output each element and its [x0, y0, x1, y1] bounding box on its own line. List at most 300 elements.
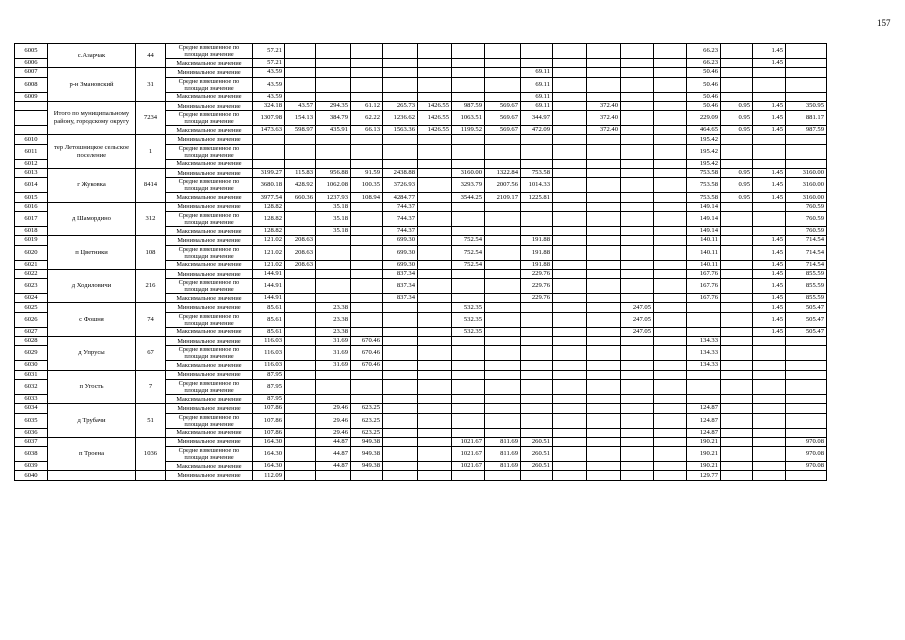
value-cell: [721, 471, 753, 480]
value-cell: [721, 77, 753, 92]
value-cell: [587, 337, 621, 346]
value-cell: [418, 144, 452, 159]
value-cell: [285, 211, 316, 226]
value-cell: [621, 294, 654, 303]
value-cell: 464.65: [687, 126, 721, 135]
value-cell: 1.45: [753, 260, 786, 269]
value-cell: 2109.17: [485, 193, 521, 202]
value-cell: 949.38: [351, 462, 383, 471]
value-cell: [485, 77, 521, 92]
value-cell: [521, 428, 553, 437]
value-cell: [418, 404, 452, 413]
value-cell: [721, 144, 753, 159]
value-cell: [553, 135, 587, 144]
value-cell: 149.14: [687, 202, 721, 211]
value-cell: 124.87: [687, 428, 721, 437]
population: 1: [136, 135, 166, 169]
value-cell: 1.45: [753, 126, 786, 135]
value-cell: [351, 77, 383, 92]
value-cell: [786, 394, 827, 403]
value-cell: 144.91: [253, 294, 285, 303]
value-cell: [721, 260, 753, 269]
value-cell: [621, 159, 654, 168]
value-cell: [721, 413, 753, 428]
value-cell: [587, 236, 621, 245]
value-cell: 247.05: [621, 327, 654, 336]
value-cell: 384.79: [316, 111, 351, 126]
place-name: р-н Змановский: [48, 68, 136, 102]
value-cell: [587, 59, 621, 68]
value-cell: [553, 126, 587, 135]
value-cell: [553, 68, 587, 77]
value-cell: 1426.55: [418, 126, 452, 135]
value-cell: [521, 413, 553, 428]
value-cell: [521, 370, 553, 379]
value-cell: [587, 379, 621, 394]
value-cell: 505.47: [786, 327, 827, 336]
value-cell: 598.97: [285, 126, 316, 135]
value-type: Максимальное значение: [166, 327, 253, 336]
value-cell: 121.02: [253, 236, 285, 245]
value-cell: 31.69: [316, 337, 351, 346]
value-cell: 1225.81: [521, 193, 553, 202]
value-type: Минимальное значение: [166, 370, 253, 379]
value-cell: [621, 44, 654, 59]
value-cell: 0.95: [721, 169, 753, 178]
value-cell: [285, 294, 316, 303]
value-cell: 195.42: [687, 135, 721, 144]
value-cell: [753, 447, 786, 462]
row-id: 6033: [15, 394, 48, 403]
value-cell: 970.08: [786, 447, 827, 462]
row-id: 6005: [15, 44, 48, 59]
value-cell: [553, 245, 587, 260]
value-cell: 140.11: [687, 260, 721, 269]
row-id: 6038: [15, 447, 48, 462]
row-id: 6008: [15, 77, 48, 92]
value-cell: 532.35: [452, 303, 485, 312]
value-cell: [621, 279, 654, 294]
value-cell: 50.46: [687, 68, 721, 77]
value-cell: [687, 394, 721, 403]
value-cell: 69.11: [521, 77, 553, 92]
value-cell: 987.59: [786, 126, 827, 135]
value-cell: [654, 379, 687, 394]
value-cell: [786, 135, 827, 144]
value-cell: 208.63: [285, 236, 316, 245]
value-cell: [654, 394, 687, 403]
value-cell: [485, 379, 521, 394]
value-cell: 744.37: [383, 211, 418, 226]
value-cell: [587, 169, 621, 178]
value-cell: [587, 327, 621, 336]
row-id: 6031: [15, 370, 48, 379]
value-cell: [316, 279, 351, 294]
value-cell: [383, 303, 418, 312]
value-cell: [521, 59, 553, 68]
value-cell: [383, 59, 418, 68]
value-cell: 623.25: [351, 404, 383, 413]
value-cell: [285, 462, 316, 471]
value-cell: [418, 269, 452, 278]
value-cell: 670.46: [351, 361, 383, 370]
value-cell: [587, 68, 621, 77]
value-cell: [285, 471, 316, 480]
value-cell: [587, 428, 621, 437]
value-cell: [587, 370, 621, 379]
value-cell: [485, 279, 521, 294]
value-cell: [786, 337, 827, 346]
value-cell: [418, 379, 452, 394]
value-cell: [786, 159, 827, 168]
row-id: 6014: [15, 178, 48, 193]
value-cell: [553, 59, 587, 68]
row-id: 6029: [15, 346, 48, 361]
value-cell: [351, 269, 383, 278]
value-cell: [621, 77, 654, 92]
value-cell: [721, 68, 753, 77]
value-type: Минимальное значение: [166, 303, 253, 312]
value-cell: [654, 44, 687, 59]
value-cell: 260.51: [521, 437, 553, 446]
value-cell: [587, 404, 621, 413]
value-cell: [316, 370, 351, 379]
value-cell: [553, 211, 587, 226]
value-cell: [753, 379, 786, 394]
value-cell: [418, 337, 452, 346]
row-id: 6024: [15, 294, 48, 303]
place-name: [48, 471, 136, 480]
value-cell: [383, 327, 418, 336]
value-cell: [587, 245, 621, 260]
value-cell: [351, 394, 383, 403]
value-cell: [654, 126, 687, 135]
value-cell: 134.33: [687, 337, 721, 346]
value-cell: [587, 437, 621, 446]
value-cell: [753, 135, 786, 144]
value-cell: [485, 346, 521, 361]
value-cell: [721, 59, 753, 68]
value-cell: [721, 404, 753, 413]
value-type: Максимальное значение: [166, 226, 253, 235]
value-cell: [285, 269, 316, 278]
value-cell: [587, 312, 621, 327]
value-cell: 3293.79: [452, 178, 485, 193]
value-cell: [285, 404, 316, 413]
value-type: Максимальное значение: [166, 126, 253, 135]
value-cell: 532.35: [452, 312, 485, 327]
value-type: Средне взвешенное по площади значение: [166, 245, 253, 260]
value-cell: 167.76: [687, 279, 721, 294]
row-id: 6036: [15, 428, 48, 437]
value-cell: [721, 279, 753, 294]
value-cell: [485, 92, 521, 101]
value-cell: 949.38: [351, 437, 383, 446]
value-cell: [383, 92, 418, 101]
value-cell: [553, 193, 587, 202]
value-cell: [521, 379, 553, 394]
row-id: 6025: [15, 303, 48, 312]
value-cell: [621, 413, 654, 428]
value-cell: [786, 68, 827, 77]
value-cell: [351, 211, 383, 226]
value-cell: [383, 370, 418, 379]
value-cell: [316, 44, 351, 59]
value-cell: [418, 159, 452, 168]
population: 8414: [136, 169, 166, 203]
value-cell: [452, 413, 485, 428]
value-type: Максимальное значение: [166, 462, 253, 471]
value-cell: 124.87: [687, 413, 721, 428]
value-cell: 811.69: [485, 462, 521, 471]
value-cell: 128.82: [253, 202, 285, 211]
value-cell: [418, 294, 452, 303]
value-cell: [587, 361, 621, 370]
value-cell: [654, 193, 687, 202]
value-cell: 69.11: [521, 92, 553, 101]
row-id: 6020: [15, 245, 48, 260]
value-cell: [753, 413, 786, 428]
value-type: Максимальное значение: [166, 428, 253, 437]
row-id: 6027: [15, 327, 48, 336]
value-cell: [621, 111, 654, 126]
value-cell: [654, 346, 687, 361]
value-type: Минимальное значение: [166, 135, 253, 144]
value-cell: [553, 361, 587, 370]
value-cell: [721, 428, 753, 437]
value-cell: 164.30: [253, 462, 285, 471]
value-cell: [654, 413, 687, 428]
value-cell: 265.73: [383, 101, 418, 110]
population: 108: [136, 236, 166, 270]
value-cell: [351, 59, 383, 68]
value-cell: [383, 437, 418, 446]
value-cell: [521, 337, 553, 346]
value-cell: 87.95: [253, 379, 285, 394]
value-cell: 1021.67: [452, 437, 485, 446]
value-cell: [621, 202, 654, 211]
value-cell: 260.51: [521, 462, 553, 471]
value-cell: [587, 279, 621, 294]
value-cell: [485, 361, 521, 370]
value-cell: [553, 202, 587, 211]
value-cell: [485, 327, 521, 336]
value-cell: [285, 44, 316, 59]
value-cell: 435.91: [316, 126, 351, 135]
value-cell: [654, 178, 687, 193]
value-cell: [521, 144, 553, 159]
value-cell: [351, 245, 383, 260]
value-cell: [351, 312, 383, 327]
value-cell: [654, 101, 687, 110]
value-cell: 29.46: [316, 428, 351, 437]
value-cell: [587, 462, 621, 471]
value-cell: [721, 447, 753, 462]
value-cell: 760.59: [786, 211, 827, 226]
value-cell: [621, 447, 654, 462]
table-row: [15, 471, 827, 480]
row-id: 6037: [15, 437, 48, 446]
value-cell: [587, 144, 621, 159]
value-cell: [654, 279, 687, 294]
value-cell: [553, 92, 587, 101]
value-cell: [654, 59, 687, 68]
value-cell: 134.33: [687, 361, 721, 370]
value-cell: [418, 428, 452, 437]
value-cell: [786, 59, 827, 68]
value-cell: [721, 245, 753, 260]
value-cell: 35.18: [316, 211, 351, 226]
row-id: 6021: [15, 260, 48, 269]
value-type: Средне взвешенное по площади значение: [166, 144, 253, 159]
value-cell: [721, 303, 753, 312]
value-cell: [621, 471, 654, 480]
value-cell: 260.51: [521, 447, 553, 462]
value-cell: [485, 236, 521, 245]
value-cell: 108.94: [351, 193, 383, 202]
value-cell: 1.45: [753, 178, 786, 193]
value-cell: 128.82: [253, 211, 285, 226]
value-cell: 623.25: [351, 428, 383, 437]
value-cell: 23.38: [316, 303, 351, 312]
value-cell: [418, 327, 452, 336]
value-cell: [687, 379, 721, 394]
row-id: [15, 111, 48, 126]
value-cell: 107.86: [253, 413, 285, 428]
value-cell: [687, 303, 721, 312]
value-cell: 3977.54: [253, 193, 285, 202]
value-type: Максимальное значение: [166, 92, 253, 101]
value-cell: [452, 279, 485, 294]
place-name: п Цветники: [48, 236, 136, 270]
value-cell: [621, 68, 654, 77]
value-cell: [654, 144, 687, 159]
value-cell: 190.21: [687, 447, 721, 462]
value-cell: [316, 77, 351, 92]
value-cell: 50.46: [687, 77, 721, 92]
value-cell: 121.02: [253, 245, 285, 260]
value-cell: [786, 471, 827, 480]
value-cell: [753, 428, 786, 437]
value-cell: [621, 346, 654, 361]
value-cell: [383, 471, 418, 480]
value-cell: 660.36: [285, 193, 316, 202]
value-cell: [383, 159, 418, 168]
value-cell: 140.11: [687, 236, 721, 245]
value-cell: 837.34: [383, 269, 418, 278]
value-cell: [721, 361, 753, 370]
value-cell: [621, 370, 654, 379]
table-row: [15, 101, 827, 110]
value-cell: 31.69: [316, 361, 351, 370]
value-cell: [383, 312, 418, 327]
population: 1036: [136, 437, 166, 471]
place-name: д Шамордино: [48, 202, 136, 236]
value-cell: [521, 44, 553, 59]
value-cell: [452, 202, 485, 211]
value-cell: [621, 59, 654, 68]
value-type: Максимальное значение: [166, 394, 253, 403]
value-type: Минимальное значение: [166, 68, 253, 77]
value-cell: [521, 404, 553, 413]
value-cell: [587, 44, 621, 59]
value-cell: [521, 202, 553, 211]
value-cell: [621, 269, 654, 278]
value-cell: [553, 337, 587, 346]
value-cell: [383, 462, 418, 471]
table-body: [15, 44, 827, 481]
value-cell: [351, 92, 383, 101]
row-id: 6032: [15, 379, 48, 394]
value-cell: 3160.00: [786, 178, 827, 193]
value-cell: [721, 312, 753, 327]
value-cell: [351, 68, 383, 77]
value-cell: [452, 361, 485, 370]
value-cell: [587, 394, 621, 403]
value-cell: [351, 44, 383, 59]
value-cell: [285, 437, 316, 446]
value-cell: [485, 413, 521, 428]
value-cell: [654, 361, 687, 370]
table-row: [15, 269, 827, 278]
value-cell: [485, 260, 521, 269]
value-cell: [316, 236, 351, 245]
value-cell: 1021.67: [452, 447, 485, 462]
value-cell: 140.11: [687, 245, 721, 260]
value-cell: [587, 77, 621, 92]
table-row: [15, 404, 827, 413]
value-cell: 229.76: [521, 269, 553, 278]
value-cell: [654, 236, 687, 245]
value-cell: 190.21: [687, 437, 721, 446]
value-cell: [285, 394, 316, 403]
value-cell: [285, 144, 316, 159]
value-cell: [621, 92, 654, 101]
value-cell: [553, 236, 587, 245]
value-cell: [383, 413, 418, 428]
value-cell: [553, 101, 587, 110]
value-cell: [753, 202, 786, 211]
value-cell: [521, 394, 553, 403]
value-cell: 623.25: [351, 413, 383, 428]
row-id: 6017: [15, 211, 48, 226]
value-cell: [485, 269, 521, 278]
value-cell: 35.18: [316, 226, 351, 235]
value-cell: [753, 471, 786, 480]
value-cell: 43.59: [253, 68, 285, 77]
value-cell: [687, 327, 721, 336]
value-cell: 811.69: [485, 447, 521, 462]
value-cell: [316, 92, 351, 101]
value-cell: 1.45: [753, 245, 786, 260]
row-id: 6035: [15, 413, 48, 428]
table-row: [15, 169, 827, 178]
value-cell: [753, 144, 786, 159]
row-id: 6034: [15, 404, 48, 413]
value-cell: [285, 413, 316, 428]
value-cell: [553, 44, 587, 59]
value-cell: [285, 346, 316, 361]
value-cell: [553, 447, 587, 462]
value-cell: [485, 68, 521, 77]
value-cell: 229.76: [521, 294, 553, 303]
value-cell: [351, 327, 383, 336]
value-cell: [621, 226, 654, 235]
value-type: Максимальное значение: [166, 159, 253, 168]
row-id: 6010: [15, 135, 48, 144]
value-cell: [418, 361, 452, 370]
value-cell: 190.21: [687, 462, 721, 471]
